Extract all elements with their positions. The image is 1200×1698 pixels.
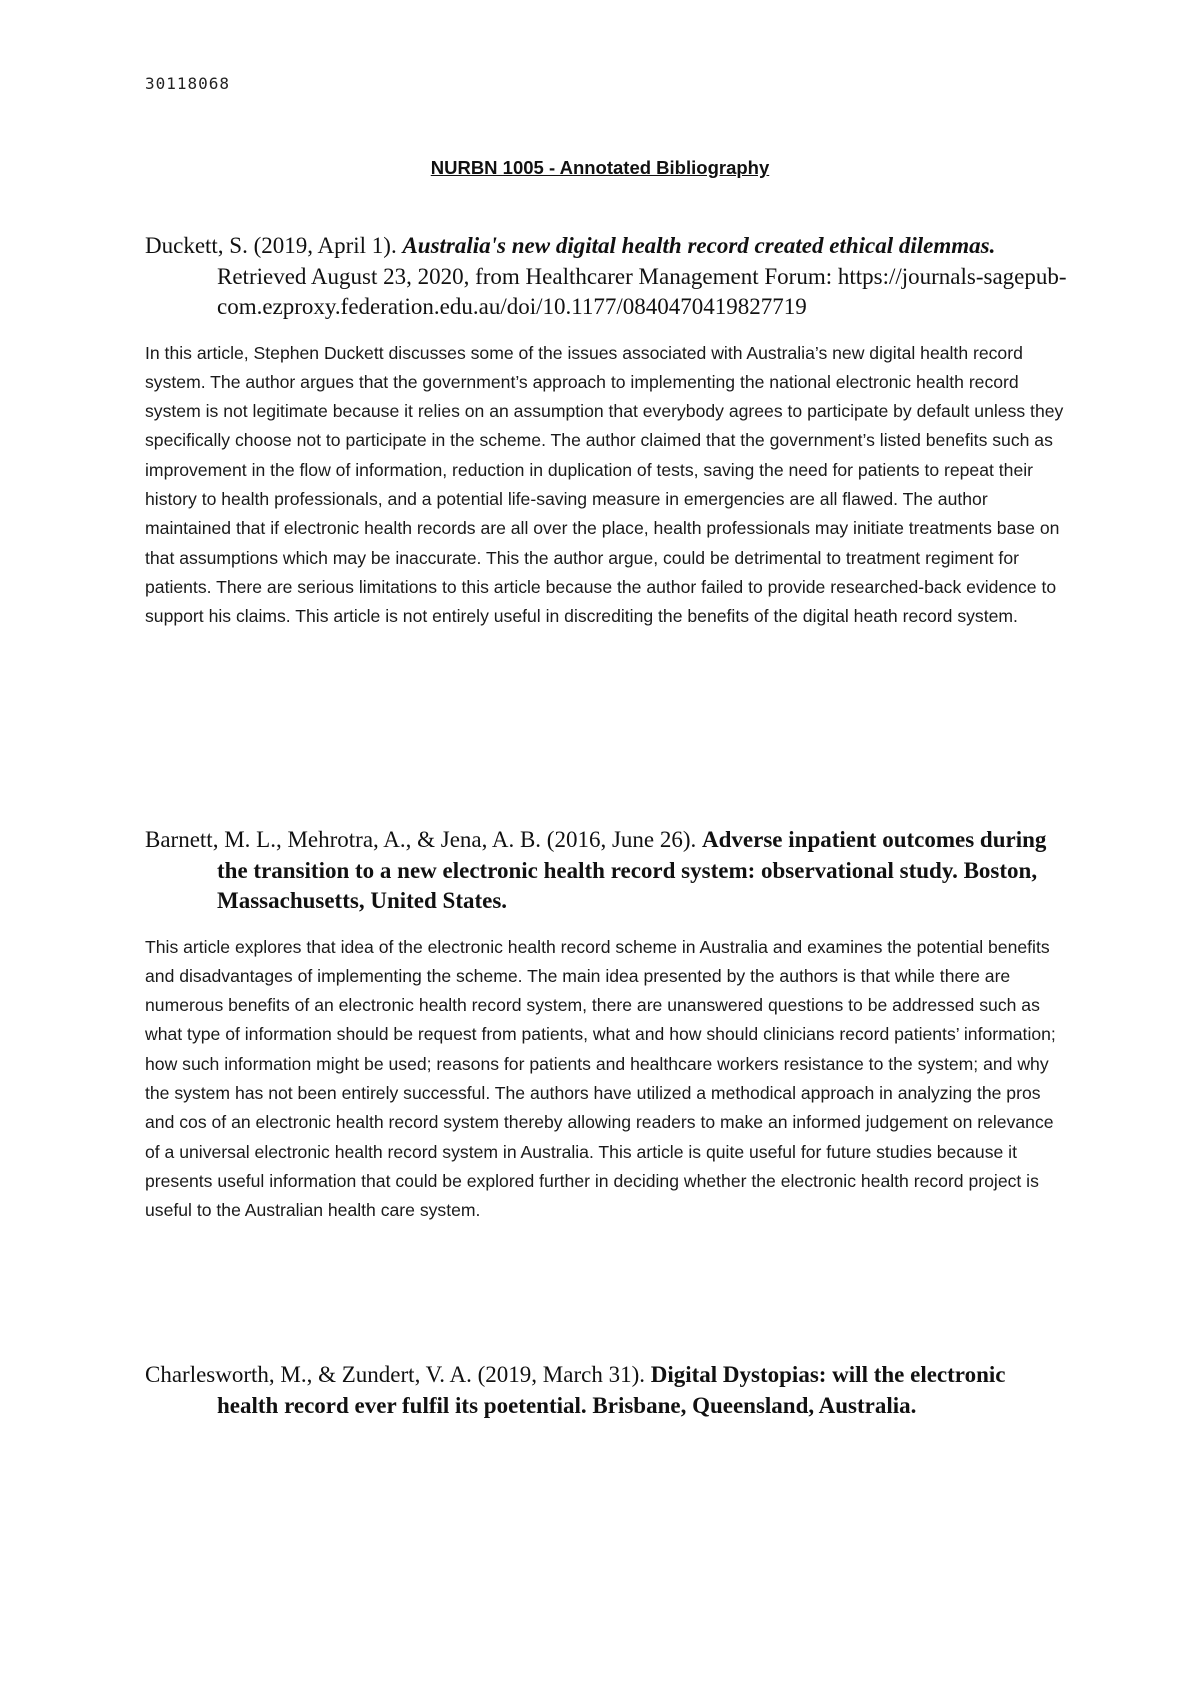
citation [145,231,1070,323]
citation-title: Australia's new digital health record created ethical dilemmas. [402,233,996,258]
citation-title: Digital Dystopias: will the electronic health record ever fulfil its poetential. Brisbane, Queensland, Australia. [217,1362,1006,1418]
citation [145,825,1070,917]
citation-source: Retrieved August 23, 2020, from Healthcarer Management Forum: https://journals-sagepub-com.ezproxy.federation.edu.au/doi/10.1177/0840470419827719 [217,263,1067,319]
annotation-paragraph: This article explores that idea of the electronic health record scheme in Australia and examines the potential benefits and disadvantages of implementing the scheme. The main idea presented by the authors is that while there are numerous benefits of an electronic health record system, there are unanswered questions to be addressed such as what type of information should be request from patients, what and how should clinicians record patients’ information; how such information might be used; reasons for patients and healthcare workers resistance to the system; and why the system has not been entirely successful. The authors have utilized a methodical approach in analyzing the pros and cos of an electronic health record system thereby allowing readers to make an informed judgement on relevance of a universal electronic health record system in Australia. This article is quite useful for future studies because it presents useful information that could be explored further in deciding whether the electronic health record project is useful to the Australian health care system. [145,936,1056,1221]
citation-authors: Duckett, S. (2019, April 1). [145,233,403,258]
bibliography-entry [145,1360,1070,1421]
citation [145,1360,1070,1421]
citation-authors: Barnett, M. L., Mehrotra, A., & Jena, A. B. (2016, June 26). [145,827,703,852]
citation-authors: Charlesworth, M., & Zundert, V. A. (2019, March 31). [145,1362,651,1387]
citation-title: Adverse inpatient outcomes during the transition to a new electronic health record system: observational study. Boston, Massachusetts, United States. [217,827,1047,913]
annotation-paragraph: In this article, Stephen Duckett discusses some of the issues associated with Australia’s new digital health record system. The author argues that the government’s approach to implementing the national electronic health record system is not legitimate because it relies on an assumption that everybody agrees to participate by default unless they specifically choose not to participate in the scheme. The author claimed that the government’s listed benefits such as improvement in the flow of information, reduction in duplication of tests, saving the need for patients to repeat their history to health professionals, and a potential life-saving measure in emergencies are all flawed. The author maintained that if electronic health records are all over the place, health professionals may initiate treatments base on that assumptions which may be inaccurate. This the author argue, could be detrimental to treatment regiment for patients. There are serious limitations to this article because the author failed to provide researched-back evidence to support his claims. This article is not entirely useful in discrediting the benefits of the digital heath record system. [145,342,1064,627]
page-title: NURBN 1005 - Annotated Bibliography [430,157,770,178]
student-id: 30118068 [145,74,231,93]
bibliography-entry [145,825,1070,1225]
bibliography-entry [145,231,1070,631]
